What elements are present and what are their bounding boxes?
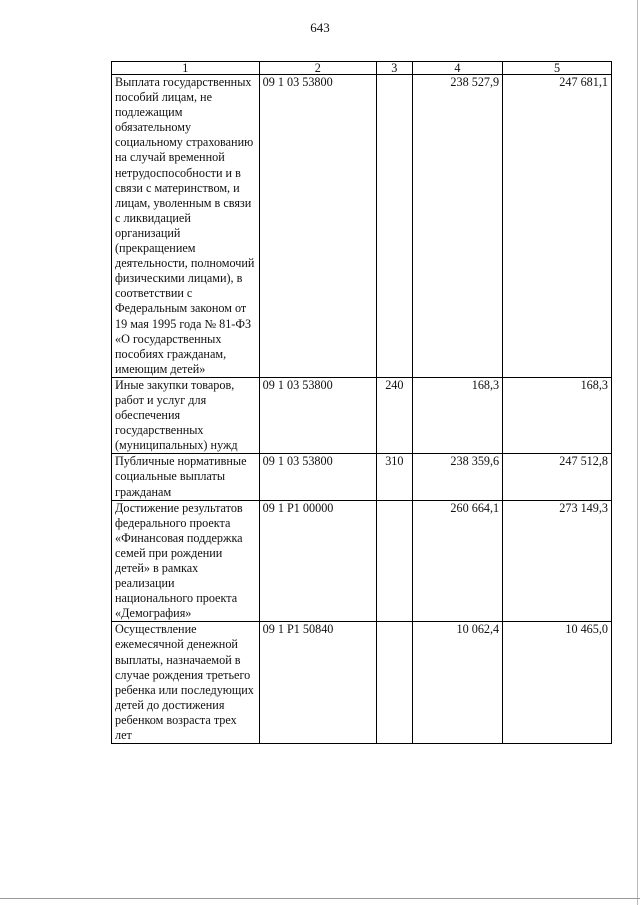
row-amount-col4: 168,3 (412, 377, 503, 453)
table-row (112, 500, 612, 622)
row-expense-type (377, 500, 413, 622)
row-expense-type: 240 (377, 377, 413, 453)
row-description: Публичные нормативные социальные выплаты гражданам (112, 454, 260, 500)
row-description: Выплата государственных пособий лицам, не подлежащим обязательному социальному страхованию на случай временной нетрудоспособности и в связи с материнством, и лицам, уволенным в связи с ликвидацией организаций (прекращением деятельности, полномочий физическими лицами), в соответствии с Федеральным законом от 19 мая 1995 года № 81-ФЗ «О государственных пособиях гражданам, имеющим детей» (112, 75, 260, 378)
column-header-2: 2 (259, 62, 376, 75)
row-amount-col4: 10 062,4 (412, 622, 503, 744)
row-expense-type (377, 622, 413, 744)
page-number: 643 (310, 20, 330, 35)
row-amount-col5: 273 149,3 (503, 500, 612, 622)
table-row (112, 377, 612, 453)
column-header-1: 1 (112, 62, 260, 75)
row-description: Осуществление ежемесячной денежной выплаты, назначаемой в случае рождения третьего ребенка или последующих детей до достижения ребенком возраста трех лет (112, 622, 260, 744)
row-description: Достижение результатов федерального проекта «Финансовая поддержка семей при рождении детей» в рамках реализации национального проекта «Демография» (112, 500, 260, 622)
row-amount-col4: 238 359,6 (412, 454, 503, 500)
table-row (112, 454, 612, 500)
row-target-code: 09 1 P1 50840 (259, 622, 376, 744)
row-amount-col5: 10 465,0 (503, 622, 612, 744)
column-header-4: 4 (412, 62, 503, 75)
row-amount-col5: 247 681,1 (503, 75, 612, 378)
column-header-5: 5 (503, 62, 612, 75)
budget-table (111, 61, 612, 744)
row-target-code: 09 1 03 53800 (259, 454, 376, 500)
table-row (112, 75, 612, 378)
row-target-code: 09 1 P1 00000 (259, 500, 376, 622)
row-amount-col5: 247 512,8 (503, 454, 612, 500)
row-target-code: 09 1 03 53800 (259, 75, 376, 378)
row-expense-type (377, 75, 413, 378)
table-header-row (112, 62, 612, 75)
row-expense-type: 310 (377, 454, 413, 500)
row-amount-col5: 168,3 (503, 377, 612, 453)
scan-edge-bottom (0, 898, 640, 899)
scan-edge-right (637, 0, 638, 905)
column-header-3: 3 (377, 62, 413, 75)
row-description: Иные закупки товаров, работ и услуг для обеспечения государственных (муниципальных) нужд (112, 377, 260, 453)
row-amount-col4: 238 527,9 (412, 75, 503, 378)
table-row (112, 622, 612, 744)
row-amount-col4: 260 664,1 (412, 500, 503, 622)
row-target-code: 09 1 03 53800 (259, 377, 376, 453)
